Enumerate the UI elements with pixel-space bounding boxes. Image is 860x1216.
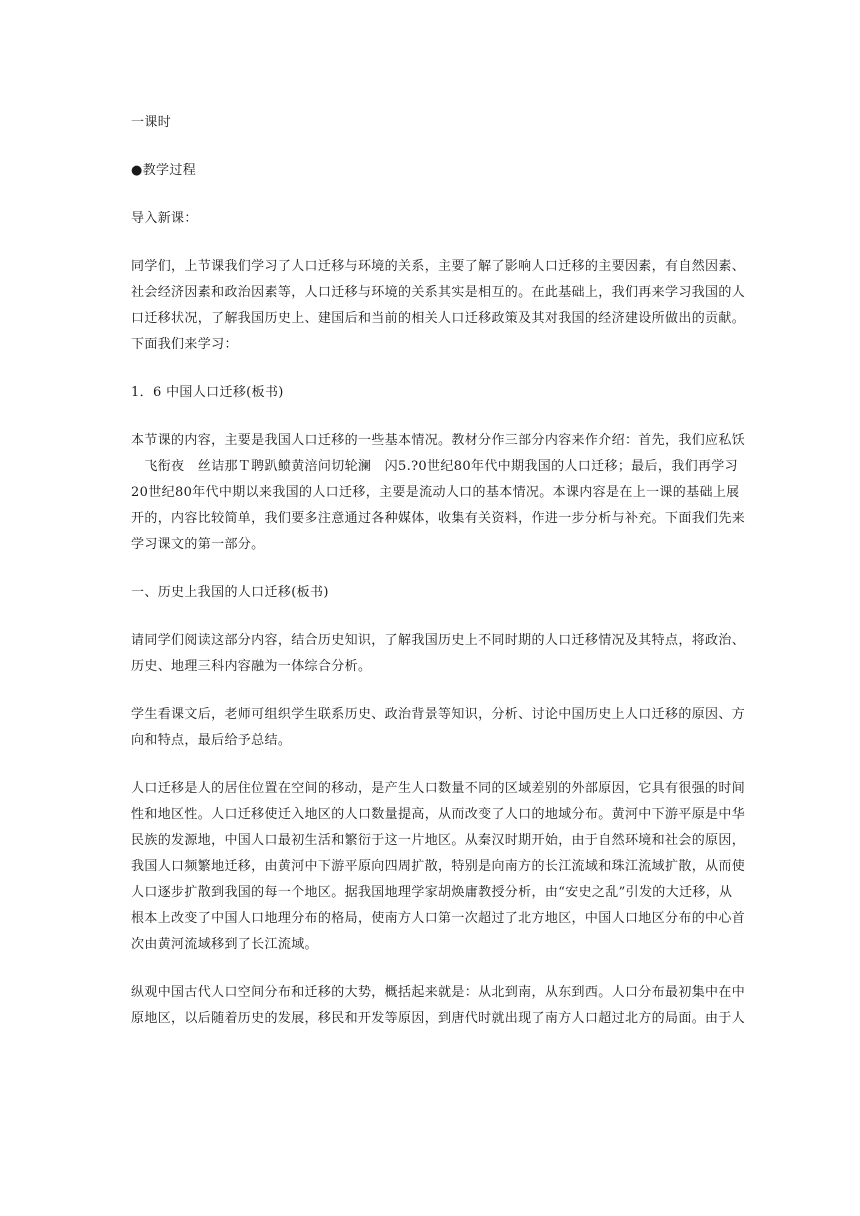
lesson-period-label: 一课时 [131,115,172,130]
text-line: 我国人口频繁地迁移，由黄河中下游平原向四周扩散，特别是向南方的长江流域和珠江流域扩散，从而使 [131,859,746,874]
text-line: 历史、地理三科内容融为一体综合分析。 [131,659,372,674]
text-line: 飞衔夜 丝诘那Ｔ聘趴鲼黄涪问切轮澜 闪5.?0世纪80年代中期我国的人口迁移；最后，我们再学习 [131,459,738,474]
summary-paragraph [131,980,746,1032]
text-line: 请同学们阅读这部分内容，结合历史知识，了解我国历史上不同时期的人口迁移情况及其特点，将政治、 [131,633,746,648]
text-line: 口迁移状况，了解我国历史上、建国后和当前的相关人口迁移政策及其对我国的经济建设所做出的贡献。 [131,311,746,326]
text-line: 学习课文的第一部分。 [131,537,265,552]
intro-heading: 导入新课： [131,211,198,226]
text-line: 纵观中国古代人口空间分布和迁移的大势，概括起来就是：从北到南，从东到西。人口分布最初集中在中 [131,985,746,1000]
text-line: 性和地区性。人口迁移使迁入地区的人口数量提高，从而改变了人口的地域分布。黄河中下游平原是中华 [131,807,746,822]
text-line: 20世纪80年代中期以来我国的人口迁移，主要是流动人口的基本情况。本课内容是在上一课的基础上展 [131,485,740,500]
text-line: 本节课的内容，主要是我国人口迁移的一些基本情况。教材分作三部分内容来作介绍：首先，我们应私饫 [131,433,746,448]
text-line: 次由黄河流域移到了长江流域。 [131,937,318,952]
text-line: 向和特点，最后给予总结。 [131,733,292,748]
text-line: 原地区，以后随着历史的发展，移民和开发等原因，到唐代时就出现了南方人口超过北方的局面。由于人 [131,1011,746,1026]
section-title: 1．6 中国人口迁移(板书) [131,385,284,400]
part-one-heading: 一、历史上我国的人口迁移(板书) [131,585,329,600]
text-line: 同学们，上节课我们学习了人口迁移与环境的关系，主要了解了影响人口迁移的主要因素，有自然因素、 [131,259,746,274]
text-line: 民族的发源地，中国人口最初生活和繁衍于这一片地区。从秦汉时期开始，由于自然环境和社会的原因， [131,833,746,848]
text-line: 社会经济因素和政治因素等，人口迁移与环境的关系其实是相互的。在此基础上，我们再来学习我国的人 [131,285,746,300]
text-line: 根本上改变了中国人口地理分布的格局，使南方人口第一次超过了北方地区，中国人口地区分布的中心首 [131,911,746,926]
reading-instruction-paragraph [131,628,746,680]
text-line: 学生看课文后，老师可组织学生联系历史、政治背景等知识，分析、讨论中国历史上人口迁移的原因、方 [131,707,746,722]
text-line: 人口逐步扩散到我国的每一个地区。据我国地理学家胡焕庸教授分析，由“安史之乱”引发的大迁移，从 [131,885,733,900]
discussion-paragraph [131,702,746,754]
migration-history-paragraph [131,776,746,958]
text-line: 下面我们来学习： [131,337,238,352]
overview-paragraph [131,428,746,558]
teaching-process-heading: ●教学过程 [131,163,197,178]
text-line: 人口迁移是人的居住位置在空间的移动，是产生人口数量不同的区域差别的外部原因，它具有很强的时间 [131,781,746,796]
text-line: 开的，内容比较简单，我们要多注意通过各种媒体，收集有关资料，作进一步分析与补充。下面我们先来 [131,511,746,526]
intro-paragraph [131,254,746,358]
